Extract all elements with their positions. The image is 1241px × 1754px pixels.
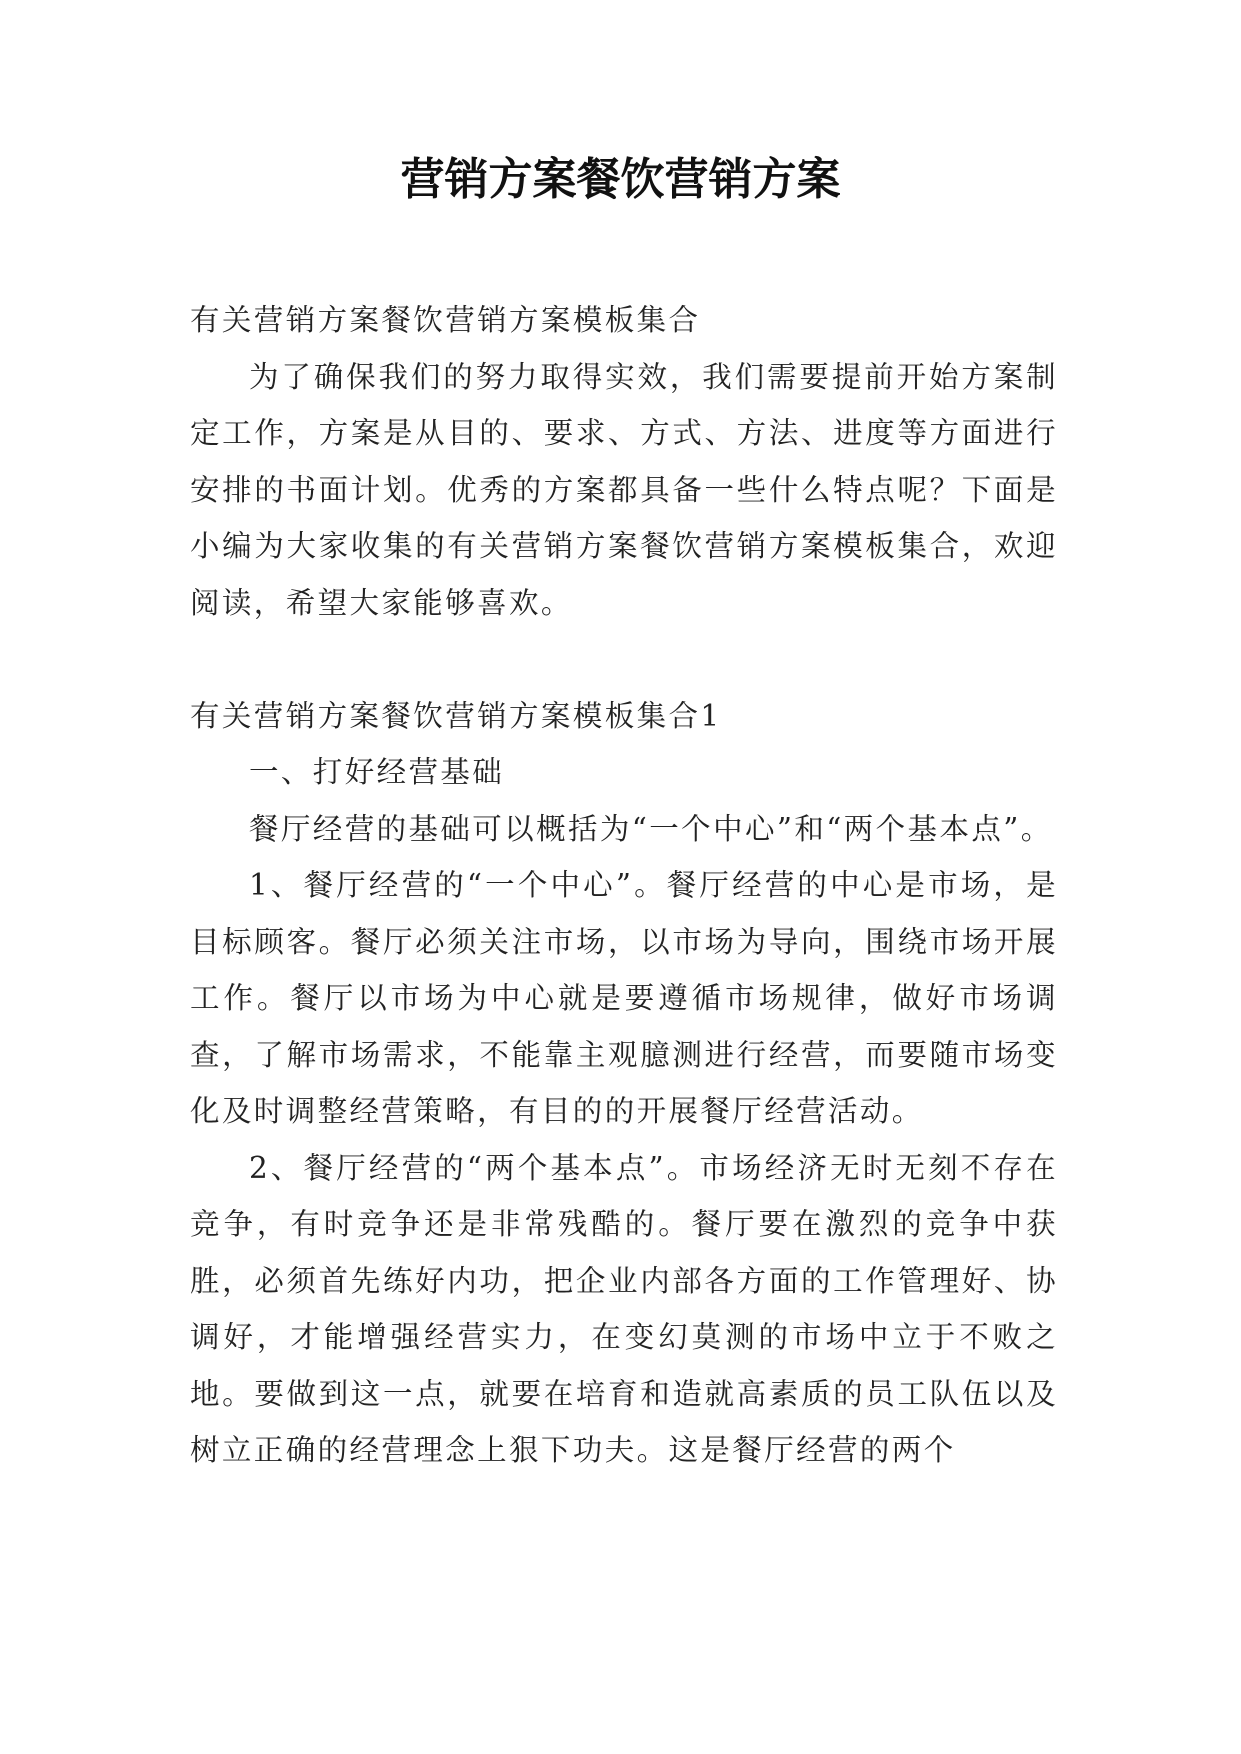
body-paragraph: 1、餐厅经营的“一个中心”。餐厅经营的中心是市场，是目标顾客。餐厅必须关注市场，以市场为导向，围绕市场开展工作。餐厅以市场为中心就是要遵循市场规律，做好市场调查，了解市场需求，不能靠主观臆测进行经营，而要随市场变化及时调整经营策略，有目的的开展餐厅经营活动。 — [190, 868, 1058, 1128]
section-heading: 有关营销方案餐饮营销方案模板集合 — [190, 303, 701, 337]
body-paragraph: 餐厅经营的基础可以概括为“一个中心”和“两个基本点”。 — [249, 811, 1053, 846]
document-title: 营销方案餐饮营销方案 — [400, 154, 841, 205]
section-heading: 有关营销方案餐饮营销方案模板集合1 — [190, 698, 722, 733]
body-paragraph: 2、餐厅经营的“两个基本点”。市场经济无时无刻不存在竞争，有时竞争还是非常残酷的。餐厅要在激烈的竞争中获胜，必须首先练好内功，把企业内部各方面的工作管理好、协调好，才能增强经营实力，在变幻莫测的市场中立于不败之地。要做到这一点，就要在培育和造就高素质的员工队伍以及树立正确的经营理念上狠下功夫。这是餐厅经营的两个 — [190, 1150, 1058, 1467]
document-body — [190, 292, 1058, 1479]
intro-paragraph: 为了确保我们的努力取得实效，我们需要提前开始方案制定工作，方案是从目的、要求、方式、方法、进度等方面进行安排的书面计划。优秀的方案都具备一些什么特点呢？下面是小编为大家收集的有关营销方案餐饮营销方案模板集合，欢迎阅读，希望大家能够喜欢。 — [190, 359, 1058, 620]
subsection-heading: 一、打好经营基础 — [249, 755, 505, 789]
